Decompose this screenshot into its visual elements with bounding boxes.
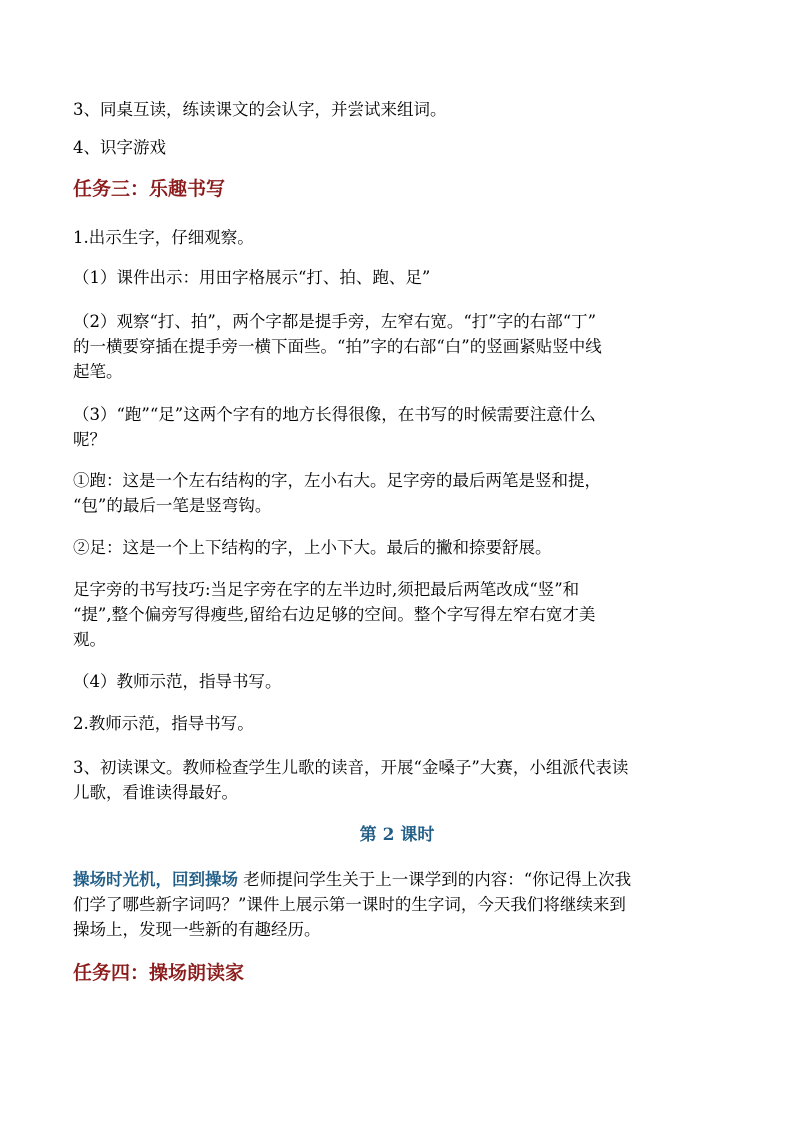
paragraph-courseware-display: （1）课件出示：用田字格展示“打、拍、跑、足” [73,268,431,287]
paragraph-question-line-1: （3）“跑”“足”这两个字有的地方长得很像，在书写的时候需要注意什么 [73,405,596,424]
paragraph-zu: ②足：这是一个上下结构的字，上小下大。最后的撇和捺要舒展。 [73,538,552,557]
paragraph-pao-line-1: ①跑：这是一个左右结构的字，左小右大。足字旁的最后两笔是竖和提， [73,471,601,490]
paragraph-observe-line-2: 的一横要穿插在提手旁一横下面些。“拍”字的右部“白”的竖画紧贴竖中线 [73,337,602,356]
paragraph-playground-line-1 [73,868,631,892]
heading-lesson-two: 第 2 课时 [359,825,435,845]
paragraph-teacher-demo-2: 2.教师示范，指导书写。 [73,714,254,733]
paragraph-peer-reading: 3、同桌互读，练读课文的会认字，并尝试来组词。 [73,100,447,119]
paragraph-question-line-2: 呢？ [73,430,106,449]
heading-task-three: 任务三：乐趣书写 [73,178,226,200]
playground-line-1-rest: 老师提问学生关于上一课学到的内容：“你记得上次我 [238,870,632,889]
paragraph-first-reading-line-1: 3、初读课文。教师检查学生儿歌的读音，开展“金嗓子”大赛，小组派代表读 [73,758,629,777]
paragraph-first-reading-line-2: 儿歌，看谁读得最好。 [73,783,238,802]
paragraph-radical-tip-line-2: “提”,整个偏旁写得瘦些,留给右边足够的空间。整个字写得左窄右宽才美 [73,605,596,624]
paragraph-radical-tip-line-1: 足字旁的书写技巧:当足字旁在字的左半边时,须把最后两笔改成“竖”和 [73,580,580,599]
paragraph-show-characters: 1.出示生字，仔细观察。 [73,228,254,247]
paragraph-teacher-demo-4: （4）教师示范，指导书写。 [73,672,282,691]
playground-lead-text: 操场时光机，回到操场 [73,870,238,889]
paragraph-observe-line-3: 起笔。 [73,362,123,381]
paragraph-observe-line-1: （2）观察“打、拍”，两个字都是提手旁，左窄右宽。“打”字的右部“丁” [73,312,597,331]
paragraph-playground-line-3: 操场上，发现一些新的有趣经历。 [73,920,321,939]
paragraph-pao-line-2: “包”的最后一笔是竖弯钩。 [73,496,272,515]
paragraph-radical-tip-line-3: 观。 [73,630,106,649]
heading-task-four: 任务四：操场朗读家 [73,962,245,984]
paragraph-playground-line-2: 们学了哪些新字词吗？”课件上展示第一课时的生字词，今天我们将继续来到 [73,895,626,914]
paragraph-literacy-game: 4、识字游戏 [73,138,166,157]
